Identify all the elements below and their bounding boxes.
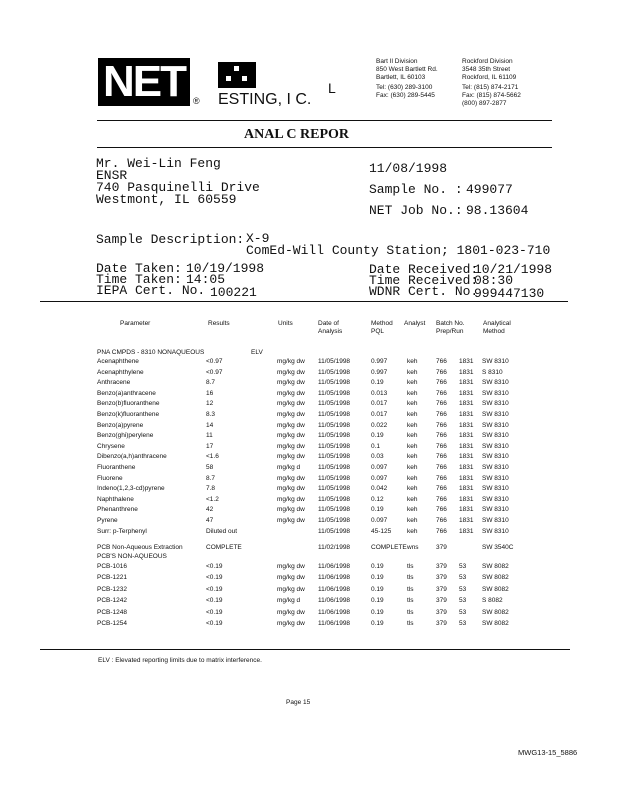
table-cell-prep: 53	[459, 597, 467, 605]
wdnr-cert: 999447130	[474, 286, 545, 301]
table-row	[0, 528, 618, 538]
table-cell-prep: 53	[459, 563, 467, 570]
table-cell-date: 11/05/1998	[318, 474, 351, 482]
header-rule-top	[97, 120, 552, 121]
table-cell-pql: 0.19	[371, 432, 384, 440]
th-analytical: Analytical Method	[483, 320, 511, 335]
table-cell-meth: SW 8310	[482, 474, 509, 482]
table-cell-batch: 766	[436, 527, 447, 535]
table-cell-batch: 766	[436, 379, 447, 387]
table-row	[0, 563, 618, 573]
taken-labels: Date Taken: Time Taken: IEPA Cert. No.	[96, 261, 206, 298]
company-name: ESTING, I C.	[218, 91, 312, 108]
table-cell-units: mg/kg dw	[277, 620, 305, 627]
received-values: 10/21/1998 08:30	[474, 262, 553, 288]
table-cell-date: 11/05/1998	[318, 442, 351, 450]
table-cell-date: 11/05/1998	[318, 485, 351, 493]
table-cell-date: 11/06/1998	[318, 585, 351, 593]
footnote: ELV : Elevated reporting limits due to matrix interference.	[98, 657, 262, 664]
table-cell-analyst: tls	[407, 574, 414, 582]
table-cell-prep: 1831	[459, 379, 474, 387]
table-cell-pql: 0.022	[371, 421, 388, 429]
table-cell-pql: 0.017	[371, 411, 388, 418]
table-cell-batch: 766	[436, 421, 447, 429]
table-row	[0, 609, 618, 619]
table-cell-result: 11	[206, 432, 213, 440]
th-analyst: Analyst	[404, 320, 426, 327]
table-cell-name: Benzo(k)fluoranthene	[97, 411, 160, 418]
table-cell-analyst: keh	[407, 389, 418, 397]
table-cell-batch: 766	[436, 453, 447, 461]
table-cell-name: PCB-1016	[97, 563, 127, 570]
table-cell-prep: 1831	[459, 442, 474, 450]
table-cell-batch: 379	[436, 585, 447, 593]
table-cell-pql: 0.19	[371, 597, 384, 605]
table-cell-units: mg/kg dw	[277, 517, 305, 524]
table-cell-name: Surr: p-Terphenyl	[97, 527, 147, 535]
table-cell-result: <0.19	[206, 574, 223, 582]
table-cell-prep: 53	[459, 574, 467, 582]
table-cell-meth: SW 8310	[482, 379, 509, 387]
table-cell-meth: SW 8310	[482, 389, 509, 397]
table-cell-name: PCB-1232	[97, 585, 127, 593]
table-cell-name: Benzo(b)fluoranthene	[97, 400, 160, 408]
table-cell-date: 11/05/1998	[318, 432, 351, 440]
table-row	[0, 411, 618, 421]
table-cell-meth: SW 8082	[482, 608, 509, 616]
table-cell-units: mg/kg dw	[277, 442, 305, 450]
table-cell-pql: 0.19	[371, 608, 384, 616]
table-cell-prep: 1831	[459, 421, 474, 429]
table-row	[0, 390, 618, 400]
table-cell-date: 11/06/1998	[318, 563, 351, 570]
table-cell-prep: 1831	[459, 432, 474, 440]
table-cell-name: Fluoranthene	[97, 464, 136, 471]
table-row	[0, 464, 618, 474]
table-cell-units: mg/kg dw	[277, 400, 305, 408]
table-cell-units: mg/kg d	[277, 597, 301, 605]
table-cell-prep: 1831	[459, 368, 474, 376]
table-cell-date: 11/05/1998	[318, 517, 351, 524]
table-cell-prep: 1831	[459, 517, 474, 524]
table-cell-name: PCB-1254	[97, 620, 127, 627]
table-cell-result: <0.19	[206, 563, 223, 570]
table-cell-name: Anthracene	[97, 379, 131, 387]
table-cell-name: Acenaphthylene	[97, 368, 144, 376]
table-cell-name: Dibenzo(a,h)anthracene	[97, 453, 167, 461]
net-logo: NET	[98, 58, 190, 106]
table-cell-batch: 766	[436, 400, 447, 408]
table-cell-prep: 1831	[459, 389, 474, 397]
table-cell-result: 47	[206, 517, 214, 524]
table-cell-date: 11/05/1998	[318, 411, 351, 418]
table-cell-batch: 766	[436, 368, 447, 376]
table-cell-analyst: keh	[407, 442, 418, 450]
table-cell-prep: 1831	[459, 495, 474, 503]
table-cell-prep: 53	[459, 585, 467, 593]
table-cell-meth: SW 8310	[482, 485, 509, 493]
table-cell-name: PCB-1248	[97, 608, 127, 616]
report-date: 11/08/1998	[369, 161, 448, 176]
table-cell-result: <0.19	[206, 597, 223, 605]
th-date: Date of Analysis	[318, 320, 343, 335]
table-row	[0, 379, 618, 389]
table-cell-result: 14	[206, 421, 214, 429]
sample-no: 499077	[466, 182, 513, 197]
table-cell-meth: S 8082	[482, 597, 503, 605]
table-cell-name: Fluorene	[97, 474, 123, 482]
logo-dots-icon	[218, 62, 256, 88]
extraction-row: PCB Non-Aqueous Extraction COMPLETE 11/02/1998 COMPLETE wns 379 SW 3540C	[97, 544, 514, 551]
table-cell-pql: 0.997	[371, 358, 388, 365]
table-cell-pql: 0.12	[371, 495, 384, 503]
registered-mark: ®	[193, 96, 200, 106]
table-cell-units: mg/kg d	[277, 464, 301, 471]
table-cell-units: mg/kg dw	[277, 411, 305, 418]
table-cell-prep: 1831	[459, 464, 474, 471]
table-cell-meth: SW 8310	[482, 358, 509, 365]
table-cell-analyst: keh	[407, 464, 418, 471]
table-cell-result: 58	[206, 464, 214, 471]
table-cell-pql: 0.017	[371, 400, 388, 408]
table-row	[0, 453, 618, 463]
table-cell-pql: 0.19	[371, 506, 384, 514]
table-cell-prep: 1831	[459, 485, 474, 493]
table-cell-meth: SW 8310	[482, 400, 509, 408]
table-cell-units: mg/kg dw	[277, 608, 305, 616]
table-row	[0, 485, 618, 495]
table-cell-name: PCB-1242	[97, 597, 127, 605]
table-cell-units: mg/kg dw	[277, 368, 305, 376]
table-cell-name: Acenaphthene	[97, 358, 139, 365]
report-title: ANAL C REPOR	[244, 127, 350, 142]
table-cell-result: 12	[206, 400, 214, 408]
table-cell-units: mg/kg dw	[277, 574, 305, 582]
table-cell-meth: SW 8310	[482, 527, 509, 535]
table-cell-analyst: keh	[407, 527, 418, 535]
footer-separator	[40, 649, 570, 650]
table-cell-date: 11/05/1998	[318, 506, 351, 514]
table-cell-pql: 0.19	[371, 585, 384, 593]
table-cell-meth: SW 8310	[482, 464, 509, 471]
th-units: Units	[278, 320, 293, 327]
th-batch: Batch No. Prep/Run	[436, 320, 465, 335]
table-cell-date: 11/06/1998	[318, 597, 351, 605]
table-cell-pql: 0.19	[371, 620, 384, 627]
table-cell-meth: S 8310	[482, 368, 503, 376]
table-cell-result: <0.19	[206, 585, 223, 593]
page-number: Page 15	[286, 699, 311, 706]
table-cell-batch: 766	[436, 442, 447, 450]
received-labels: Date Received: Time Received: WDNR Cert. No.	[369, 262, 479, 299]
table-cell-pql: 0.03	[371, 453, 384, 461]
table-cell-name: Indeno(1,2,3-cd)pyrene	[97, 485, 165, 493]
table-cell-result: 8.7	[206, 474, 216, 482]
table-cell-result: 8.7	[206, 379, 216, 387]
table-cell-units: mg/kg dw	[277, 432, 305, 440]
table-cell-name: Benzo(a)pyrene	[97, 421, 144, 429]
table-cell-result: <0.97	[206, 358, 223, 365]
table-cell-units: mg/kg dw	[277, 421, 305, 429]
th-results: Results	[208, 320, 230, 327]
table-cell-name: Chrysene	[97, 442, 125, 450]
table-row	[0, 574, 618, 584]
table-cell-analyst: keh	[407, 379, 418, 387]
table-cell-result: 16	[206, 389, 214, 397]
table-cell-analyst: tls	[407, 620, 414, 627]
table-cell-name: PCB-1221	[97, 574, 127, 582]
table-cell-date: 11/05/1998	[318, 421, 351, 429]
table-cell-pql: 0.097	[371, 464, 388, 471]
table-cell-meth: SW 8082	[482, 563, 509, 570]
table-cell-analyst: tls	[407, 597, 414, 605]
table-cell-batch: 766	[436, 517, 447, 524]
table-row	[0, 422, 618, 432]
table-cell-meth: SW 8310	[482, 411, 509, 418]
table-row	[0, 586, 618, 596]
table-cell-batch: 766	[436, 474, 447, 482]
table-cell-date: 11/05/1998	[318, 368, 351, 376]
table-cell-units: mg/kg dw	[277, 495, 305, 503]
header-rule-bottom	[97, 147, 552, 148]
table-cell-batch: 766	[436, 389, 447, 397]
table-cell-analyst: tls	[407, 608, 414, 616]
sample-id: X-9	[246, 231, 270, 246]
table-cell-result: 8.3	[206, 411, 216, 418]
table-cell-units: mg/kg dw	[277, 485, 305, 493]
table-row	[0, 620, 618, 630]
table-cell-analyst: keh	[407, 453, 418, 461]
section-pna: PNA CMPDS - 8310 NONAQUEOUS	[97, 349, 205, 356]
table-cell-analyst: keh	[407, 485, 418, 493]
table-cell-prep: 53	[459, 608, 467, 616]
table-cell-pql: 0.19	[371, 563, 384, 570]
table-cell-date: 11/05/1998	[318, 389, 351, 397]
stray-mark: L	[328, 80, 336, 96]
table-cell-date: 11/05/1998	[318, 464, 351, 471]
table-row	[0, 496, 618, 506]
table-cell-date: 11/06/1998	[318, 574, 351, 582]
table-cell-pql: 0.1	[371, 442, 381, 450]
table-cell-meth: SW 8082	[482, 620, 509, 627]
table-row	[0, 517, 618, 527]
table-cell-analyst: tls	[407, 563, 414, 570]
table-cell-units: mg/kg dw	[277, 563, 305, 570]
table-cell-name: Benzo(ghi)perylene	[97, 432, 154, 440]
table-cell-date: 11/06/1998	[318, 620, 351, 627]
bartlett-address: Bart Il Division 850 West Bartlett Rd. Bartlett, IL 60103 Tel: (630) 289-3100 Fax: (630) 289-5445	[376, 58, 438, 99]
table-row	[0, 358, 618, 368]
sample-location: ComEd-Will County Station; 1801-023-710	[246, 243, 551, 258]
table-row	[0, 506, 618, 516]
table-cell-name: Pyrene	[97, 517, 118, 524]
table-cell-result: 42	[206, 506, 214, 514]
table-cell-result: 7.8	[206, 485, 216, 493]
table-row	[0, 597, 618, 607]
table-cell-units: mg/kg dw	[277, 474, 305, 482]
table-row	[0, 400, 618, 410]
table-cell-date: 11/05/1998	[318, 527, 351, 535]
table-cell-analyst: keh	[407, 411, 418, 418]
table-cell-pql: 0.097	[371, 474, 388, 482]
table-cell-prep: 1831	[459, 358, 474, 365]
table-cell-pql: 0.19	[371, 379, 384, 387]
table-cell-meth: SW 8082	[482, 574, 509, 582]
table-cell-result: 17	[206, 442, 214, 450]
table-cell-meth: SW 8310	[482, 495, 509, 503]
table-cell-analyst: keh	[407, 506, 418, 514]
table-cell-pql: 0.997	[371, 368, 388, 376]
table-cell-units: mg/kg dw	[277, 585, 305, 593]
table-cell-meth: SW 8310	[482, 506, 509, 514]
table-cell-analyst: keh	[407, 368, 418, 376]
table-cell-batch: 379	[436, 563, 447, 570]
doc-id: MWG13-15_5886	[518, 748, 578, 757]
table-row	[0, 475, 618, 485]
table-cell-analyst: keh	[407, 400, 418, 408]
table-cell-analyst: keh	[407, 421, 418, 429]
table-cell-meth: SW 8310	[482, 432, 509, 440]
table-cell-prep: 1831	[459, 506, 474, 514]
table-cell-analyst: keh	[407, 517, 418, 524]
sample-desc-label: Sample Description:	[96, 232, 245, 247]
table-cell-prep: 1831	[459, 453, 474, 461]
rockford-address: Rockford Division 3548 35th Street Rockford, IL 61109 Tel: (815) 874-2171 Fax: (815) 874-5662 (800) 897-2877	[462, 58, 521, 107]
table-cell-name: Phenanthrene	[97, 506, 138, 514]
table-cell-analyst: keh	[407, 358, 418, 365]
table-cell-analyst: tls	[407, 585, 414, 593]
table-cell-date: 11/05/1998	[318, 453, 351, 461]
section-pcb: PCB'S NON-AQUEOUS	[97, 553, 167, 560]
table-cell-prep: 1831	[459, 400, 474, 408]
table-cell-meth: SW 8310	[482, 517, 509, 524]
table-cell-batch: 766	[436, 432, 447, 440]
client-block: Mr. Wei-Lin Feng ENSR 740 Pasquinelli Drive Westmont, IL 60559	[96, 156, 260, 207]
table-cell-result: Diluted out	[206, 527, 238, 535]
table-cell-prep: 1831	[459, 411, 474, 418]
table-cell-analyst: keh	[407, 495, 418, 503]
table-row	[0, 443, 618, 453]
table-cell-batch: 379	[436, 597, 447, 605]
table-cell-pql: 0.097	[371, 517, 388, 524]
table-cell-pql: 45-125	[371, 527, 392, 535]
th-method: Method PQL	[371, 320, 393, 335]
table-cell-result: <0.19	[206, 608, 223, 616]
sample-no-label: Sample No. :	[369, 182, 463, 197]
table-cell-batch: 766	[436, 506, 447, 514]
table-cell-batch: 766	[436, 485, 447, 493]
table-cell-name: Benzo(a)anthracene	[97, 389, 156, 397]
table-cell-date: 11/05/1998	[318, 400, 351, 408]
table-cell-meth: SW 8310	[482, 442, 509, 450]
table-cell-units: mg/kg dw	[277, 379, 305, 387]
job-no-label: NET Job No.:	[369, 203, 463, 218]
table-cell-analyst: keh	[407, 432, 418, 440]
job-no: 98.13604	[466, 203, 529, 218]
taken-values: 10/19/1998 14:05	[186, 261, 265, 287]
table-cell-units: mg/kg dw	[277, 358, 305, 365]
table-cell-meth: SW 8310	[482, 453, 509, 461]
table-cell-units: mg/kg dw	[277, 506, 305, 514]
table-cell-name: Naphthalene	[97, 495, 134, 503]
table-cell-batch: 766	[436, 495, 447, 503]
table-cell-prep: 53	[459, 620, 467, 627]
table-row	[0, 432, 618, 442]
table-cell-units: mg/kg dw	[277, 453, 305, 461]
th-parameter: Parameter	[120, 320, 151, 327]
table-cell-units: mg/kg dw	[277, 389, 305, 397]
table-cell-prep: 1831	[459, 527, 474, 535]
table-cell-batch: 766	[436, 464, 447, 471]
table-cell-pql: 0.013	[371, 389, 388, 397]
table-cell-pql: 0.19	[371, 574, 384, 582]
elv-tag: ELV	[251, 349, 263, 356]
table-cell-batch: 379	[436, 620, 447, 627]
table-cell-batch: 379	[436, 574, 447, 582]
table-cell-pql: 0.042	[371, 485, 388, 493]
iepa-cert: 100221	[210, 285, 257, 300]
table-row	[0, 369, 618, 379]
table-cell-date: 11/05/1998	[318, 495, 351, 503]
table-cell-prep: 1831	[459, 474, 474, 482]
table-cell-date: 11/05/1998	[318, 379, 351, 387]
table-cell-result: <1.6	[206, 453, 219, 461]
table-cell-date: 11/05/1998	[318, 358, 351, 365]
table-cell-analyst: keh	[407, 474, 418, 482]
table-cell-meth: SW 8310	[482, 421, 509, 429]
table-cell-batch: 379	[436, 608, 447, 616]
header-separator	[40, 301, 568, 302]
table-cell-result: <1.2	[206, 495, 219, 503]
table-cell-result: <0.97	[206, 368, 223, 376]
table-cell-result: <0.19	[206, 620, 223, 627]
table-cell-meth: SW 8082	[482, 585, 509, 593]
table-cell-batch: 766	[436, 358, 447, 365]
table-cell-batch: 766	[436, 411, 447, 418]
table-cell-date: 11/06/1998	[318, 608, 351, 616]
